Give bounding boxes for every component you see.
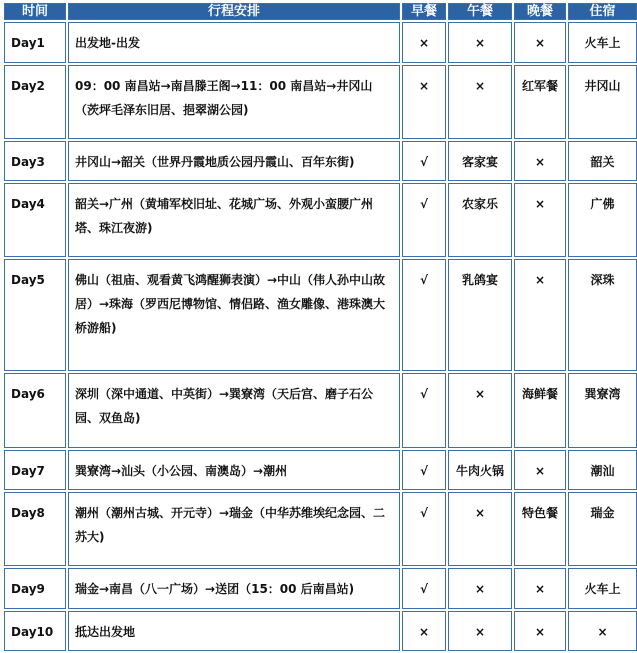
table-row — [4, 611, 637, 651]
plan-cell: 佛山（祖庙、观看黄飞鸿醒狮表演）→中山（伟人孙中山故居）→珠海（罗西尼博物馆、情侣路、渔女雕像、港珠澳大桥游船) — [68, 259, 400, 371]
dinner-cell: × — [514, 259, 566, 371]
table-row — [4, 22, 637, 63]
day-cell: Day5 — [4, 259, 66, 371]
lunch-cell: 客家宴 — [448, 141, 512, 181]
dinner-cell: × — [514, 611, 566, 651]
plan-cell: 巽寮湾→汕头（小公园、南澳岛）→潮州 — [68, 450, 400, 490]
stay-cell: 瑞金 — [568, 492, 637, 566]
stay-cell: 潮汕 — [568, 450, 637, 490]
dinner-cell: 海鲜餐 — [514, 373, 566, 448]
header-plan: 行程安排 — [68, 3, 400, 20]
plan-cell: 深圳（深中通道、中英街）→巽寮湾（天后宫、磨子石公园、双鱼岛) — [68, 373, 400, 448]
breakfast-cell: √ — [402, 373, 446, 448]
lunch-cell: 农家乐 — [448, 183, 512, 257]
header-stay: 住宿 — [568, 3, 637, 20]
lunch-cell: × — [448, 373, 512, 448]
table-row — [4, 492, 637, 566]
breakfast-cell: √ — [402, 568, 446, 609]
header-time: 时间 — [4, 3, 66, 20]
breakfast-cell: √ — [402, 141, 446, 181]
breakfast-cell: × — [402, 22, 446, 63]
itinerary-table — [2, 1, 637, 653]
stay-cell: 火车上 — [568, 568, 637, 609]
table-header-row — [4, 3, 637, 20]
table-row — [4, 65, 637, 139]
plan-cell: 潮州（潮州古城、开元寺）→瑞金（中华苏维埃纪念园、二苏大) — [68, 492, 400, 566]
plan-cell: 抵达出发地 — [68, 611, 400, 651]
dinner-cell: 特色餐 — [514, 492, 566, 566]
table-row — [4, 183, 637, 257]
lunch-cell: 牛肉火锅 — [448, 450, 512, 490]
lunch-cell: × — [448, 568, 512, 609]
lunch-cell: 乳鸽宴 — [448, 259, 512, 371]
plan-cell: 韶关→广州（黄埔军校旧址、花城广场、外观小蛮腰广州塔、珠江夜游) — [68, 183, 400, 257]
stay-cell: 广佛 — [568, 183, 637, 257]
lunch-cell: × — [448, 65, 512, 139]
day-cell: Day2 — [4, 65, 66, 139]
plan-cell: 井冈山→韶关（世界丹霞地质公园丹霞山、百年东街) — [68, 141, 400, 181]
day-cell: Day10 — [4, 611, 66, 651]
stay-cell: 深珠 — [568, 259, 637, 371]
stay-cell: 巽寮湾 — [568, 373, 637, 448]
breakfast-cell: √ — [402, 450, 446, 490]
header-lunch: 午餐 — [448, 3, 512, 20]
breakfast-cell: √ — [402, 183, 446, 257]
dinner-cell: × — [514, 568, 566, 609]
day-cell: Day9 — [4, 568, 66, 609]
breakfast-cell: √ — [402, 492, 446, 566]
dinner-cell: × — [514, 141, 566, 181]
day-cell: Day4 — [4, 183, 66, 257]
stay-cell: 韶关 — [568, 141, 637, 181]
header-dinner: 晚餐 — [514, 3, 566, 20]
dinner-cell: × — [514, 22, 566, 63]
table-row — [4, 141, 637, 181]
plan-cell: 瑞金→南昌（八一广场）→送团（15：00 后南昌站) — [68, 568, 400, 609]
day-cell: Day7 — [4, 450, 66, 490]
lunch-cell: × — [448, 22, 512, 63]
dinner-cell: × — [514, 450, 566, 490]
day-cell: Day8 — [4, 492, 66, 566]
table-row — [4, 373, 637, 448]
dinner-cell: 红军餐 — [514, 65, 566, 139]
stay-cell: 井冈山 — [568, 65, 637, 139]
day-cell: Day1 — [4, 22, 66, 63]
table-row — [4, 568, 637, 609]
breakfast-cell: √ — [402, 259, 446, 371]
plan-cell: 出发地-出发 — [68, 22, 400, 63]
stay-cell: × — [568, 611, 637, 651]
day-cell: Day3 — [4, 141, 66, 181]
plan-cell: 09：00 南昌站→南昌滕王阁→11：00 南昌站→井冈山（茨坪毛泽东旧居、挹翠湖公园) — [68, 65, 400, 139]
stay-cell: 火车上 — [568, 22, 637, 63]
day-cell: Day6 — [4, 373, 66, 448]
breakfast-cell: × — [402, 65, 446, 139]
breakfast-cell: × — [402, 611, 446, 651]
lunch-cell: × — [448, 492, 512, 566]
lunch-cell: × — [448, 611, 512, 651]
table-row — [4, 450, 637, 490]
header-breakfast: 早餐 — [402, 3, 446, 20]
table-row — [4, 259, 637, 371]
dinner-cell: × — [514, 183, 566, 257]
